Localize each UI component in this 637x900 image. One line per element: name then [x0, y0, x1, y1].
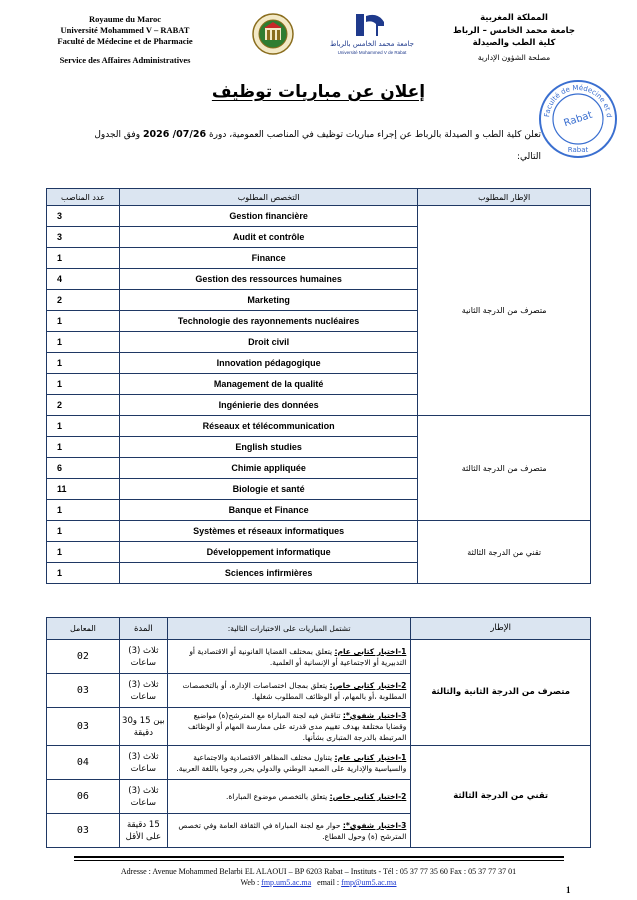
faculty-seal-logo	[251, 12, 295, 56]
header-french	[40, 14, 210, 66]
exam-description	[167, 746, 411, 780]
position-count: 4	[47, 269, 120, 290]
position-count: 3	[47, 206, 120, 227]
exams-table	[46, 617, 591, 848]
exam-description	[167, 708, 411, 746]
footer-contact	[0, 877, 637, 888]
university-logo-caption: Université Mohammed V de Rabat	[337, 50, 407, 55]
svg-text:Rabat: Rabat	[567, 146, 589, 154]
exam-text: يتعلق بمختلف القضايا القانونية أو الاقتصادية أو التدبيرية أو الاجتماعية أو الإنسانية أو العلمية.	[189, 646, 407, 667]
exam-label: 3-اختبار شفوي*:	[342, 711, 407, 720]
position-speciality: Banque et Finance	[119, 500, 417, 521]
position-count: 2	[47, 395, 120, 416]
positions-table-header	[47, 189, 591, 206]
position-speciality: Droit civil	[119, 332, 417, 353]
table-row	[47, 640, 591, 674]
exam-duration: ثلاث (3) ساعات	[119, 746, 167, 780]
position-count: 1	[47, 311, 120, 332]
footer-email-link[interactable]: fmp@um5.ac.ma	[341, 878, 397, 887]
position-speciality: Chimie appliquée	[119, 458, 417, 479]
page-title: إعلان عن مباريات توظيف	[211, 82, 426, 102]
position-speciality: Biologie et santé	[119, 479, 417, 500]
svg-text:جامعة محمد الخامس بالرباط: جامعة محمد الخامس بالرباط	[329, 40, 415, 48]
position-count: 1	[47, 437, 120, 458]
exam-description	[167, 640, 411, 674]
svg-text:Rabat: Rabat	[562, 109, 594, 130]
cadre-cell: متصرف من الدرجة الثانية	[418, 206, 591, 416]
position-speciality: Sciences infirmières	[119, 563, 417, 584]
footer	[0, 866, 637, 888]
header-fr-line: Faculté de Médecine et de Pharmacie	[57, 36, 193, 46]
position-count: 1	[47, 542, 120, 563]
table-row	[47, 416, 591, 437]
position-speciality: English studies	[119, 437, 417, 458]
col-header-coef: المعامل	[47, 618, 120, 640]
position-count: 1	[47, 248, 120, 269]
cadre-cell: تقني من الدرجة الثالثة	[418, 521, 591, 584]
exam-text: تناقش فيه لجنة المباراة مع المترشح(ة) مواضيع وقضايا مختلفة بهدف تقييم مدى قدرته على ممارسة المهام أو الوظائف المرتبطة بالدرجة المتبارى بشأنها.	[188, 711, 407, 742]
exam-coefficient: 03	[47, 708, 120, 746]
position-count: 11	[47, 479, 120, 500]
position-count: 1	[47, 416, 120, 437]
header-ar-service: مصلحة الشؤون الإدارية	[477, 52, 551, 62]
position-count: 1	[47, 353, 120, 374]
col-header-cadre: الإطار المطلوب	[418, 189, 591, 206]
header-ar-line: جامعة محمد الخامس – الرباط	[453, 25, 575, 36]
col-header-cadre: الإطار	[411, 618, 591, 640]
position-speciality: Ingénierie des données	[119, 395, 417, 416]
position-count: 2	[47, 290, 120, 311]
position-count: 1	[47, 374, 120, 395]
position-speciality: Développement informatique	[119, 542, 417, 563]
stamp-text-top: Faculté de Médecine et d	[543, 83, 614, 119]
table-row	[47, 746, 591, 780]
intro-text: تعلن كلية الطب و الصيدلة بالرباط عن إجراء مباريات توظيف في المناصب العمومية، دورة	[208, 130, 541, 140]
exam-duration: 15 دقيقة على الأقل	[119, 814, 167, 848]
header-ar-line: المملكة المغربية	[480, 13, 548, 23]
exam-coefficient: 03	[47, 814, 120, 848]
exam-text: يتناول مختلف المظاهر الاقتصادية والاجتماعية والسياسية والإدارية على الصعيد الوطني والدولي يحرر وجوبا باللغة العربية.	[176, 752, 407, 773]
position-speciality: Audit et contrôle	[119, 227, 417, 248]
position-count: 6	[47, 458, 120, 479]
exam-duration: ثلاث (3) ساعات	[119, 780, 167, 814]
position-count: 3	[47, 227, 120, 248]
competition-date: 2026 /07/26	[142, 129, 207, 140]
exam-description	[167, 674, 411, 708]
exam-coefficient: 02	[47, 640, 120, 674]
footer-web-link[interactable]: fmp.um5.ac.ma	[261, 878, 312, 887]
university-logo	[318, 12, 426, 60]
col-header-exams: تشتمل المباريات على الاختبارات التالية:	[167, 618, 411, 640]
position-count: 1	[47, 563, 120, 584]
exam-coefficient: 03	[47, 674, 120, 708]
intro-paragraph	[71, 124, 541, 168]
exam-label: 1-اختبار كتابي عام:	[334, 752, 407, 762]
exam-duration: بين 15 و30 دقيقة	[119, 708, 167, 746]
header-arabic	[439, 12, 589, 64]
footer-email-label: email :	[317, 878, 340, 887]
footer-web-label: Web :	[240, 878, 260, 887]
exam-label: 2-اختبار كتابي خاص:	[329, 680, 407, 690]
exam-text: يتعلق بمجال اختصاصات الإدارة، أو بالتخصصات المطلوبة ،أو بالمهام، أو الوظائف المطلوب شغلها.	[182, 680, 407, 701]
col-header-speciality: التخصص المطلوب	[119, 189, 417, 206]
position-count: 1	[47, 332, 120, 353]
exam-label: 2-اختبار كتابي خاص:	[329, 792, 407, 801]
position-count: 1	[47, 500, 120, 521]
footer-address: Adresse : Avenue Mohammed Belarbi EL ALAOUI – BP 6203 Rabat – Instituts - Tél : 05 37 77 35 60 Fax : 05 37 77 37 01	[120, 867, 517, 876]
exam-text: حوار مع لجنة المباراة في الثقافة العامة وفي تخصص المترشح (ة) وحول القطاع.	[178, 820, 407, 841]
exam-label: 1-اختبار كتابي عام:	[334, 646, 407, 656]
exam-coefficient: 04	[47, 746, 120, 780]
col-header-count: عدد المناصب	[47, 189, 120, 206]
page-number: 1	[566, 885, 571, 895]
exam-description	[167, 780, 411, 814]
exam-label: 3-اختبار شفوي*:	[342, 820, 407, 830]
position-count: 1	[47, 521, 120, 542]
header-ar-line: كلية الطب والصيدلة	[472, 38, 556, 48]
exam-duration: ثلاث (3) ساعات	[119, 674, 167, 708]
footer-divider-thin	[74, 860, 564, 861]
exam-description	[167, 814, 411, 848]
exam-duration: ثلاث (3) ساعات	[119, 640, 167, 674]
exams-table-header	[47, 618, 591, 640]
position-speciality: Gestion financière	[119, 206, 417, 227]
header-fr-line: Royaume du Maroc	[88, 14, 162, 24]
position-speciality: Gestion des ressources humaines	[119, 269, 417, 290]
table-row	[47, 521, 591, 542]
footer-divider	[74, 856, 564, 858]
cadre-cell: متصرف من الدرجة الثانية والثالثة	[411, 640, 591, 746]
position-speciality: Systèmes et réseaux informatiques	[119, 521, 417, 542]
intro-text-end: وفق الجدول التالي:	[94, 130, 541, 162]
position-speciality: Management de la qualité	[119, 374, 417, 395]
position-speciality: Finance	[119, 248, 417, 269]
position-speciality: Réseaux et télécommunication	[119, 416, 417, 437]
position-speciality: Technologie des rayonnements nucléaires	[119, 311, 417, 332]
col-header-duration: المدة	[119, 618, 167, 640]
table-row	[47, 206, 591, 227]
cadre-cell: تقني من الدرجة الثالثة	[411, 746, 591, 848]
exam-text: يتعلق بالتخصص موضوع المباراة.	[225, 792, 328, 801]
position-speciality: Marketing	[119, 290, 417, 311]
exam-coefficient: 06	[47, 780, 120, 814]
positions-table	[46, 188, 591, 584]
cadre-cell: متصرف من الدرجة الثالثة	[418, 416, 591, 521]
header-fr-line: Université Mohammed V – RABAT	[60, 25, 190, 35]
header-fr-service: Service des Affaires Administratives	[59, 55, 191, 65]
position-speciality: Innovation pédagogique	[119, 353, 417, 374]
